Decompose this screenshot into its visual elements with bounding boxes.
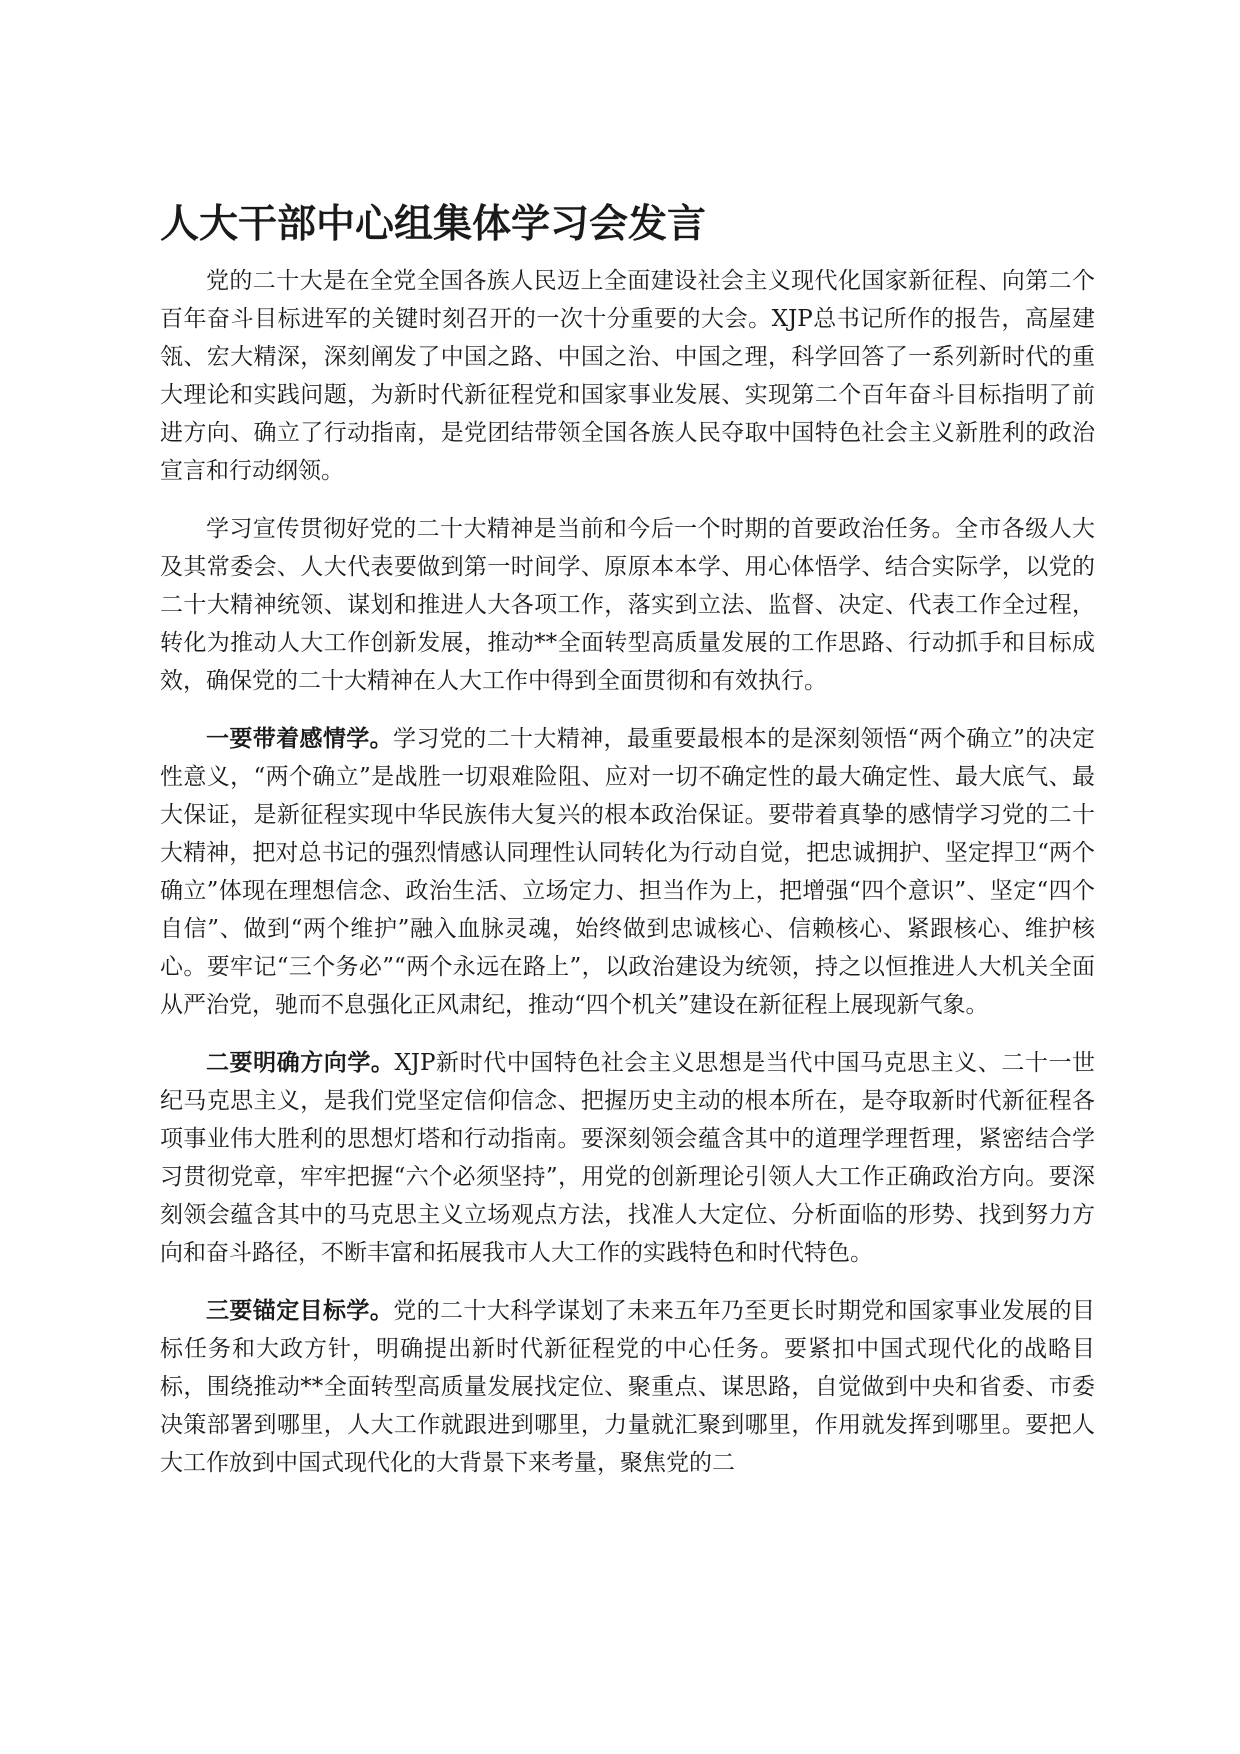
paragraph-lead: 二要明确方向学。	[206, 1050, 395, 1076]
paragraph-point-one	[160, 720, 1095, 1024]
paragraph-text: 学习宣传贯彻好党的二十大精神是当前和今后一个时期的首要政治任务。全市各级人大及其常委会、人大代表要做到第一时间学、原原本本学、用心体悟学、结合实际学，以党的二十大精神统领、谋划和推进人大各项工作，落实到立法、监督、决定、代表工作全过程，转化为推动人大工作创新发展，推动**全面转型高质量发展的工作思路、行动抓手和目标成效，确保党的二十大精神在人大工作中得到全面贯彻和有效执行。	[160, 516, 1095, 694]
paragraph-text: XJP新时代中国特色社会主义思想是当代中国马克思主义、二十一世纪马克思主义，是我们党坚定信仰信念、把握历史主动的根本所在，是夺取新时代新征程各项事业伟大胜利的思想灯塔和行动指南。要深刻领会蕴含其中的道理学理哲理，紧密结合学习贯彻党章，牢牢把握“六个必须坚持”，用党的创新理论引领人大工作正确政治方向。要深刻领会蕴含其中的马克思主义立场观点方法，找准人大定位、分析面临的形势、找到努力方向和奋斗路径，不断丰富和拓展我市人大工作的实践特色和时代特色。	[160, 1050, 1096, 1266]
paragraph-text: 党的二十大是在全党全国各族人民迈上全面建设社会主义现代化国家新征程、向第二个百年奋斗目标进军的关键时刻召开的一次十分重要的大会。XJP总书记所作的报告，高屋建瓴、宏大精深，深刻阐发了中国之路、中国之治、中国之理，科学回答了一系列新时代的重大理论和实践问题，为新时代新征程党和国家事业发展、实现第二个百年奋斗目标指明了前进方向、确立了行动指南，是党团结带领全国各族人民夺取中国特色社会主义新胜利的政治宣言和行动纲领。	[160, 268, 1095, 484]
paragraph-task	[160, 510, 1095, 700]
paragraph-text: 学习党的二十大精神，最重要最根本的是深刻领悟“两个确立”的决定性意义，“两个确立”是战胜一切艰难险阻、应对一切不确定性的最大确定性、最大底气、最大保证，是新征程实现中华民族伟大复兴的根本政治保证。要带着真挚的感情学习党的二十大精神，把对总书记的强烈情感认同理性认同转化为行动自觉，把忠诚拥护、坚定捍卫“两个确立”体现在理想信念、政治生活、立场定力、担当作为上，把增强“四个意识”、坚定“四个自信”、做到“两个维护”融入血脉灵魂，始终做到忠诚核心、信赖核心、紧跟核心、维护核心。要牢记“三个务必”“两个永远在路上”，以政治建设为统领，持之以恒推进人大机关全面从严治党，驰而不息强化正风肃纪，推动“四个机关”建设在新征程上展现新气象。	[160, 726, 1095, 1018]
document-page	[160, 200, 1095, 1502]
paragraph-point-two	[160, 1044, 1095, 1272]
paragraph-intro	[160, 262, 1095, 490]
paragraph-lead: 三要锚定目标学。	[206, 1298, 394, 1324]
paragraph-point-three	[160, 1292, 1095, 1482]
page-title: 人大干部中心组集体学习会发言	[160, 202, 707, 247]
paragraph-text: 党的二十大科学谋划了未来五年乃至更长时期党和国家事业发展的目标任务和大政方针，明确提出新时代新征程党的中心任务。要紧扣中国式现代化的战略目标，围绕推动**全面转型高质量发展找定位、聚重点、谋思路，自觉做到中央和省委、市委决策部署到哪里，人大工作就跟进到哪里，力量就汇聚到哪里，作用就发挥到哪里。要把人大工作放到中国式现代化的大背景下来考量，聚焦党的二	[160, 1298, 1096, 1476]
paragraph-lead: 一要带着感情学。	[206, 726, 394, 752]
